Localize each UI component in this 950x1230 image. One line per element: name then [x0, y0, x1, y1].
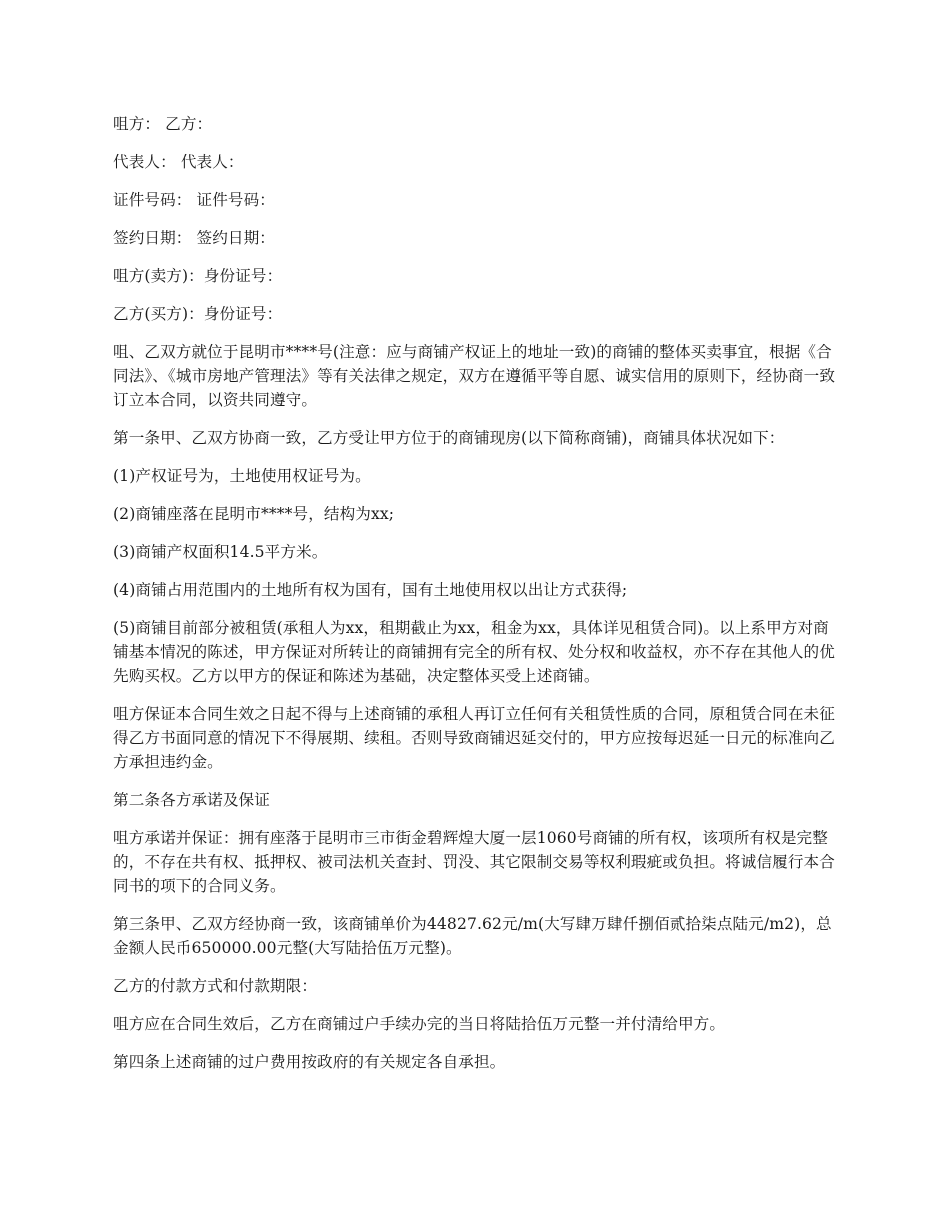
article-3-paragraph: 第三条甲、乙双方经协商一致，该商铺单价为44827.62元/m(大写肆万肆仟捌佰贰拾柒点陆元/m2)，总金额人民币650000.00元整(大写陆拾伍万元整)。 [113, 915, 832, 957]
id-number-line: 证件号码： 证件号码： [113, 191, 275, 209]
payment-terms-paragraph: 咀方应在合同生效后，乙方在商铺过户手续办完的当日将陆拾伍万元整一并付清给甲方。 [113, 1015, 726, 1033]
buyer-id-line: 乙方(买方)：身份证号： [113, 305, 283, 323]
lease-guarantee-paragraph: 咀方保证本合同生效之日起不得与上述商铺的承租人再订立任何有关租赁性质的合同，原租赁合同在未征得乙方书面同意的情况下不得展期、续租。否则导致商铺迟延交付的，甲方应按每迟延一日元的标准向乙方承担违约金。 [113, 705, 835, 771]
item-5-paragraph: (5)商铺目前部分被租赁(承租人为xx，租期截止为xx，租金为xx，具体详见租赁合同)。以上系甲方对商铺基本情况的陈述，甲方保证对所转让的商铺拥有完全的所有权、处分权和收益权，亦不存在其他人的优先购买权。乙方以甲方的保证和陈述为基础，决定整体买受上述商铺。 [113, 619, 835, 685]
item-2-paragraph: (2)商铺座落在昆明市****号，结构为xx; [113, 505, 395, 523]
article-2-heading: 第二条各方承诺及保证 [113, 791, 270, 809]
payment-method-heading: 乙方的付款方式和付款期限： [113, 977, 318, 995]
seller-id-line: 咀方(卖方)：身份证号： [113, 267, 283, 285]
contract-document [113, 112, 838, 1088]
signing-date-line: 签约日期： 签约日期： [113, 229, 275, 247]
seller-commitment-paragraph: 咀方承诺并保证：拥有座落于昆明市三市街金碧辉煌大厦一层1060号商铺的所有权，该项所有权是完整的，不存在共有权、抵押权、被司法机关查封、罚没、其它限制交易等权利瑕疵或负担。将诚信履行本合同书的项下的合同义务。 [113, 829, 835, 895]
item-3-paragraph: (3)商铺产权面积14.5平方米。 [113, 543, 328, 561]
article-1-paragraph: 第一条甲、乙双方协商一致，乙方受让甲方位于的商铺现房(以下简称商铺)，商铺具体状况如下： [113, 429, 785, 447]
article-4-paragraph: 第四条上述商铺的过户费用按政府的有关规定各自承担。 [113, 1053, 506, 1071]
item-4-paragraph: (4)商铺占用范围内的土地所有权为国有，国有土地使用权以出让方式获得; [113, 581, 628, 599]
item-1-paragraph: (1)产权证号为，土地使用权证号为。 [113, 467, 371, 485]
representative-line: 代表人： 代表人： [113, 153, 244, 171]
party-a-b-line: 咀方： 乙方： [113, 115, 213, 133]
preamble-paragraph: 咀、乙双方就位于昆明市****号(注意：应与商铺产权证上的地址一致)的商铺的整体买卖事宜，根据《合同法》、《城市房地产管理法》等有关法律之规定，双方在遵循平等自愿、诚实信用的原则下，经协商一致订立本合同，以资共同遵守。 [113, 343, 836, 409]
